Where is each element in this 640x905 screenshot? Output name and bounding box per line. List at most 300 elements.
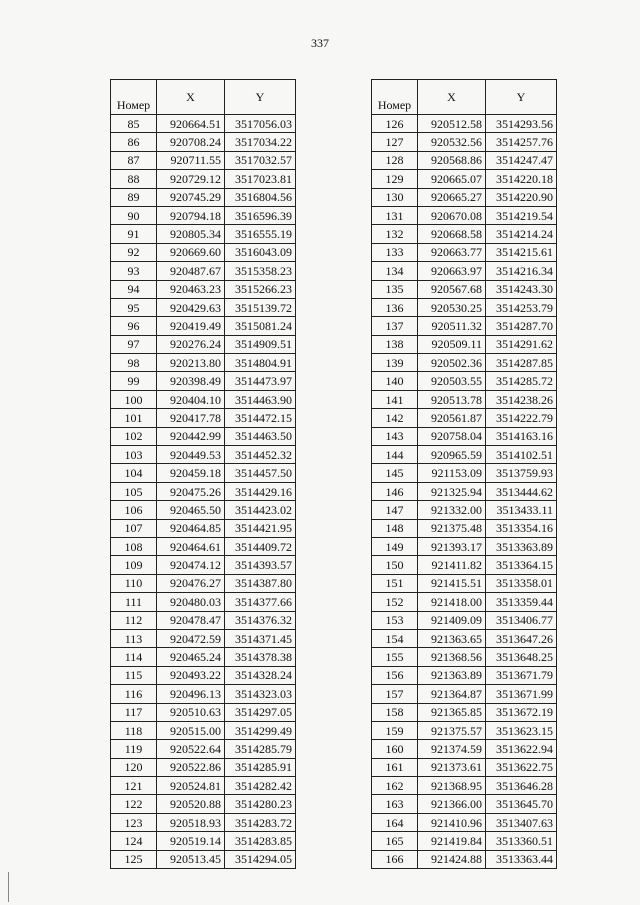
point-number-cell: 161 [372,758,418,776]
x-coordinate-cell: 921418.00 [418,593,486,611]
y-coordinate-cell: 3514287.85 [486,354,557,372]
x-coordinate-cell: 920493.22 [157,666,225,684]
point-number-cell: 117 [111,703,157,721]
x-coordinate-cell: 921373.61 [418,758,486,776]
y-coordinate-cell: 3514283.72 [225,813,296,831]
table-row [372,758,557,776]
y-coordinate-cell: 3513354.16 [486,519,557,537]
table-row [372,611,557,629]
table-row [372,354,557,372]
y-coordinate-cell: 3514423.02 [225,501,296,519]
x-coordinate-cell: 920729.12 [157,170,225,188]
table-row [372,685,557,703]
y-coordinate-cell: 3514328.24 [225,666,296,684]
y-coordinate-cell: 3514429.16 [225,482,296,500]
y-coordinate-cell: 3515358.23 [225,262,296,280]
point-number-cell: 139 [372,354,418,372]
x-coordinate-cell: 920665.07 [418,170,486,188]
point-number-cell: 148 [372,519,418,537]
table-row [372,666,557,684]
page-number: 337 [311,36,329,50]
x-coordinate-cell: 920745.29 [157,188,225,206]
x-coordinate-cell: 920664.51 [157,115,225,133]
point-number-cell: 109 [111,556,157,574]
x-coordinate-cell: 920464.61 [157,537,225,555]
x-coordinate-cell: 920532.56 [418,133,486,151]
point-number-cell: 135 [372,280,418,298]
y-coordinate-cell: 3514253.79 [486,298,557,316]
x-coordinate-cell: 920510.63 [157,703,225,721]
table-row [111,206,296,224]
x-coordinate-cell: 921415.51 [418,574,486,592]
point-number-cell: 95 [111,298,157,316]
table-row [111,243,296,261]
point-number-cell: 94 [111,280,157,298]
table-row [372,740,557,758]
table-row [111,666,296,684]
table-row [372,115,557,133]
point-number-cell: 155 [372,648,418,666]
y-coordinate-cell: 3514371.45 [225,629,296,647]
y-coordinate-cell: 3514457.50 [225,464,296,482]
point-number-cell: 114 [111,648,157,666]
y-coordinate-cell: 3517034.22 [225,133,296,151]
x-coordinate-cell: 920519.14 [157,832,225,850]
x-coordinate-cell: 920276.24 [157,335,225,353]
y-coordinate-cell: 3513646.28 [486,777,557,795]
table-row [111,556,296,574]
table-body-left [111,115,296,869]
x-coordinate-cell: 921368.95 [418,777,486,795]
x-coordinate-cell: 921424.88 [418,850,486,868]
y-coordinate-cell: 3514285.91 [225,758,296,776]
point-number-cell: 131 [372,206,418,224]
y-coordinate-cell: 3514215.61 [486,243,557,261]
point-number-cell: 101 [111,409,157,427]
table-row [372,482,557,500]
x-coordinate-cell: 920476.27 [157,574,225,592]
x-coordinate-cell: 920668.58 [418,225,486,243]
point-number-cell: 138 [372,335,418,353]
table-row [111,648,296,666]
point-number-cell: 106 [111,501,157,519]
table-row [111,151,296,169]
point-number-cell: 119 [111,740,157,758]
point-number-cell: 163 [372,795,418,813]
x-coordinate-cell: 920567.68 [418,280,486,298]
point-number-cell: 128 [372,151,418,169]
x-coordinate-cell: 920663.97 [418,262,486,280]
table-row [111,354,296,372]
point-number-cell: 144 [372,446,418,464]
y-coordinate-cell: 3515139.72 [225,298,296,316]
y-coordinate-cell: 3516555.19 [225,225,296,243]
x-coordinate-cell: 920512.58 [418,115,486,133]
x-coordinate-cell: 921375.57 [418,721,486,739]
x-coordinate-cell: 920464.85 [157,519,225,537]
table-header-row [111,80,296,115]
table-row [111,317,296,335]
x-coordinate-cell: 920459.18 [157,464,225,482]
y-coordinate-cell: 3513622.75 [486,758,557,776]
x-coordinate-cell: 920487.67 [157,262,225,280]
point-number-cell: 112 [111,611,157,629]
table-row [372,151,557,169]
y-coordinate-cell: 3516596.39 [225,206,296,224]
table-row [111,611,296,629]
y-coordinate-cell: 3514378.38 [225,648,296,666]
table-row [372,335,557,353]
x-coordinate-cell: 920711.55 [157,151,225,169]
y-coordinate-cell: 3514216.34 [486,262,557,280]
header-y: Y [486,80,557,115]
point-number-cell: 165 [372,832,418,850]
header-y: Y [225,80,296,115]
y-coordinate-cell: 3514909.51 [225,335,296,353]
table-row [111,188,296,206]
y-coordinate-cell: 3514463.50 [225,427,296,445]
table-row [111,721,296,739]
point-number-cell: 123 [111,813,157,831]
table-row [111,298,296,316]
table-row [372,537,557,555]
table-row [372,243,557,261]
point-number-cell: 156 [372,666,418,684]
y-coordinate-cell: 3514102.51 [486,446,557,464]
y-coordinate-cell: 3514257.76 [486,133,557,151]
y-coordinate-cell: 3514243.30 [486,280,557,298]
table-row [372,648,557,666]
y-coordinate-cell: 3514287.70 [486,317,557,335]
table-row [111,335,296,353]
point-number-cell: 147 [372,501,418,519]
y-coordinate-cell: 3513360.51 [486,832,557,850]
table-row [372,519,557,537]
x-coordinate-cell: 920213.80 [157,354,225,372]
y-coordinate-cell: 3514297.05 [225,703,296,721]
x-coordinate-cell: 920513.45 [157,850,225,868]
point-number-cell: 104 [111,464,157,482]
y-coordinate-cell: 3514291.62 [486,335,557,353]
y-coordinate-cell: 3513671.99 [486,685,557,703]
point-number-cell: 88 [111,170,157,188]
y-coordinate-cell: 3514282.42 [225,777,296,795]
point-number-cell: 133 [372,243,418,261]
table-row [372,409,557,427]
table-row [111,225,296,243]
point-number-cell: 151 [372,574,418,592]
point-number-cell: 110 [111,574,157,592]
y-coordinate-cell: 3513623.15 [486,721,557,739]
x-coordinate-cell: 920463.23 [157,280,225,298]
table-row [372,390,557,408]
y-coordinate-cell: 3514409.72 [225,537,296,555]
point-number-cell: 152 [372,593,418,611]
x-coordinate-cell: 921374.59 [418,740,486,758]
x-coordinate-cell: 920511.32 [418,317,486,335]
x-coordinate-cell: 921363.65 [418,629,486,647]
point-number-cell: 102 [111,427,157,445]
y-coordinate-cell: 3513363.44 [486,850,557,868]
y-coordinate-cell: 3513364.15 [486,556,557,574]
y-coordinate-cell: 3514804.91 [225,354,296,372]
table-row [372,832,557,850]
point-number-cell: 103 [111,446,157,464]
x-coordinate-cell: 921419.84 [418,832,486,850]
point-number-cell: 166 [372,850,418,868]
coordinates-table-right [371,79,557,869]
x-coordinate-cell: 920758.04 [418,427,486,445]
x-coordinate-cell: 920524.81 [157,777,225,795]
table-row [111,850,296,868]
point-number-cell: 121 [111,777,157,795]
point-number-cell: 125 [111,850,157,868]
table-row [372,298,557,316]
table-row [372,446,557,464]
x-coordinate-cell: 920474.12 [157,556,225,574]
point-number-cell: 116 [111,685,157,703]
x-coordinate-cell: 920442.99 [157,427,225,445]
x-coordinate-cell: 920513.78 [418,390,486,408]
point-number-cell: 118 [111,721,157,739]
table-row [111,464,296,482]
x-coordinate-cell: 920465.50 [157,501,225,519]
x-coordinate-cell: 921411.82 [418,556,486,574]
y-coordinate-cell: 3514323.03 [225,685,296,703]
x-coordinate-cell: 920503.55 [418,372,486,390]
point-number-cell: 137 [372,317,418,335]
x-coordinate-cell: 920670.08 [418,206,486,224]
y-coordinate-cell: 3517032.57 [225,151,296,169]
y-coordinate-cell: 3514473.97 [225,372,296,390]
x-coordinate-cell: 920561.87 [418,409,486,427]
scan-margin-line [8,872,9,902]
table-row [372,225,557,243]
x-coordinate-cell: 921410.96 [418,813,486,831]
table-row [111,133,296,151]
y-coordinate-cell: 3513671.79 [486,666,557,684]
y-coordinate-cell: 3517023.81 [225,170,296,188]
table-row [111,703,296,721]
table-row [372,777,557,795]
table-row [111,813,296,831]
table-row [372,574,557,592]
table-row [372,593,557,611]
point-number-cell: 91 [111,225,157,243]
table-row [111,446,296,464]
y-coordinate-cell: 3517056.03 [225,115,296,133]
table-row [111,537,296,555]
header-x: X [157,80,225,115]
point-number-cell: 92 [111,243,157,261]
table-row [111,262,296,280]
point-number-cell: 145 [372,464,418,482]
table-row [372,703,557,721]
point-number-cell: 162 [372,777,418,795]
point-number-cell: 85 [111,115,157,133]
point-number-cell: 150 [372,556,418,574]
table-row [111,372,296,390]
x-coordinate-cell: 920465.24 [157,648,225,666]
table-row [372,262,557,280]
x-coordinate-cell: 920449.53 [157,446,225,464]
header-number: Номер [111,80,157,115]
point-number-cell: 107 [111,519,157,537]
x-coordinate-cell: 920509.11 [418,335,486,353]
y-coordinate-cell: 3514238.26 [486,390,557,408]
table-row [372,721,557,739]
table-row [372,317,557,335]
x-coordinate-cell: 920530.25 [418,298,486,316]
x-coordinate-cell: 920496.13 [157,685,225,703]
coordinates-table-left [110,79,296,869]
x-coordinate-cell: 920475.26 [157,482,225,500]
x-coordinate-cell: 921332.00 [418,501,486,519]
y-coordinate-cell: 3514293.56 [486,115,557,133]
point-number-cell: 154 [372,629,418,647]
table-row [111,409,296,427]
x-coordinate-cell: 921366.00 [418,795,486,813]
point-number-cell: 124 [111,832,157,850]
table-row [372,813,557,831]
y-coordinate-cell: 3514377.66 [225,593,296,611]
point-number-cell: 149 [372,537,418,555]
point-number-cell: 153 [372,611,418,629]
point-number-cell: 140 [372,372,418,390]
x-coordinate-cell: 920419.49 [157,317,225,335]
y-coordinate-cell: 3513647.26 [486,629,557,647]
y-coordinate-cell: 3514220.18 [486,170,557,188]
x-coordinate-cell: 920472.59 [157,629,225,647]
point-number-cell: 86 [111,133,157,151]
point-number-cell: 87 [111,151,157,169]
y-coordinate-cell: 3514421.95 [225,519,296,537]
y-coordinate-cell: 3513359.44 [486,593,557,611]
x-coordinate-cell: 921363.89 [418,666,486,684]
x-coordinate-cell: 920518.93 [157,813,225,831]
point-number-cell: 89 [111,188,157,206]
table-row [372,170,557,188]
x-coordinate-cell: 920568.86 [418,151,486,169]
table-row [372,427,557,445]
y-coordinate-cell: 3513363.89 [486,537,557,555]
table-row [372,464,557,482]
header-x: X [418,80,486,115]
x-coordinate-cell: 920502.36 [418,354,486,372]
y-coordinate-cell: 3514452.32 [225,446,296,464]
x-coordinate-cell: 920404.10 [157,390,225,408]
table-row [111,482,296,500]
point-number-cell: 159 [372,721,418,739]
table-row [372,850,557,868]
table-header-row [372,80,557,115]
x-coordinate-cell: 921364.87 [418,685,486,703]
point-number-cell: 97 [111,335,157,353]
x-coordinate-cell: 920965.59 [418,446,486,464]
x-coordinate-cell: 920480.03 [157,593,225,611]
y-coordinate-cell: 3513433.11 [486,501,557,519]
point-number-cell: 122 [111,795,157,813]
y-coordinate-cell: 3513759.93 [486,464,557,482]
table-row [372,556,557,574]
y-coordinate-cell: 3514376.32 [225,611,296,629]
y-coordinate-cell: 3514219.54 [486,206,557,224]
x-coordinate-cell: 920522.86 [157,758,225,776]
y-coordinate-cell: 3514472.15 [225,409,296,427]
y-coordinate-cell: 3514285.79 [225,740,296,758]
x-coordinate-cell: 920665.27 [418,188,486,206]
table-row [111,758,296,776]
point-number-cell: 143 [372,427,418,445]
x-coordinate-cell: 921153.09 [418,464,486,482]
point-number-cell: 98 [111,354,157,372]
x-coordinate-cell: 920417.78 [157,409,225,427]
y-coordinate-cell: 3516804.56 [225,188,296,206]
point-number-cell: 111 [111,593,157,611]
x-coordinate-cell: 920794.18 [157,206,225,224]
y-coordinate-cell: 3513622.94 [486,740,557,758]
y-coordinate-cell: 3515266.23 [225,280,296,298]
y-coordinate-cell: 3514247.47 [486,151,557,169]
y-coordinate-cell: 3513648.25 [486,648,557,666]
point-number-cell: 127 [372,133,418,151]
point-number-cell: 129 [372,170,418,188]
table-row [111,740,296,758]
y-coordinate-cell: 3514214.24 [486,225,557,243]
y-coordinate-cell: 3513672.19 [486,703,557,721]
point-number-cell: 146 [372,482,418,500]
point-number-cell: 164 [372,813,418,831]
x-coordinate-cell: 920515.00 [157,721,225,739]
table-row [111,519,296,537]
point-number-cell: 141 [372,390,418,408]
table-row [111,280,296,298]
x-coordinate-cell: 921325.94 [418,482,486,500]
table-row [111,115,296,133]
table-row [372,188,557,206]
y-coordinate-cell: 3514285.72 [486,372,557,390]
x-coordinate-cell: 920669.60 [157,243,225,261]
y-coordinate-cell: 3514220.90 [486,188,557,206]
x-coordinate-cell: 920663.77 [418,243,486,261]
point-number-cell: 134 [372,262,418,280]
x-coordinate-cell: 920522.64 [157,740,225,758]
y-coordinate-cell: 3514463.90 [225,390,296,408]
point-number-cell: 100 [111,390,157,408]
x-coordinate-cell: 920429.63 [157,298,225,316]
point-number-cell: 105 [111,482,157,500]
x-coordinate-cell: 921393.17 [418,537,486,555]
point-number-cell: 113 [111,629,157,647]
y-coordinate-cell: 3513406.77 [486,611,557,629]
table-body-right [372,115,557,869]
x-coordinate-cell: 921375.48 [418,519,486,537]
x-coordinate-cell: 921368.56 [418,648,486,666]
table-row [372,501,557,519]
table-row [372,795,557,813]
table-row [372,133,557,151]
point-number-cell: 130 [372,188,418,206]
table-row [111,685,296,703]
point-number-cell: 158 [372,703,418,721]
point-number-cell: 160 [372,740,418,758]
point-number-cell: 99 [111,372,157,390]
x-coordinate-cell: 920478.47 [157,611,225,629]
table-row [111,574,296,592]
point-number-cell: 93 [111,262,157,280]
x-coordinate-cell: 920708.24 [157,133,225,151]
table-row [372,206,557,224]
